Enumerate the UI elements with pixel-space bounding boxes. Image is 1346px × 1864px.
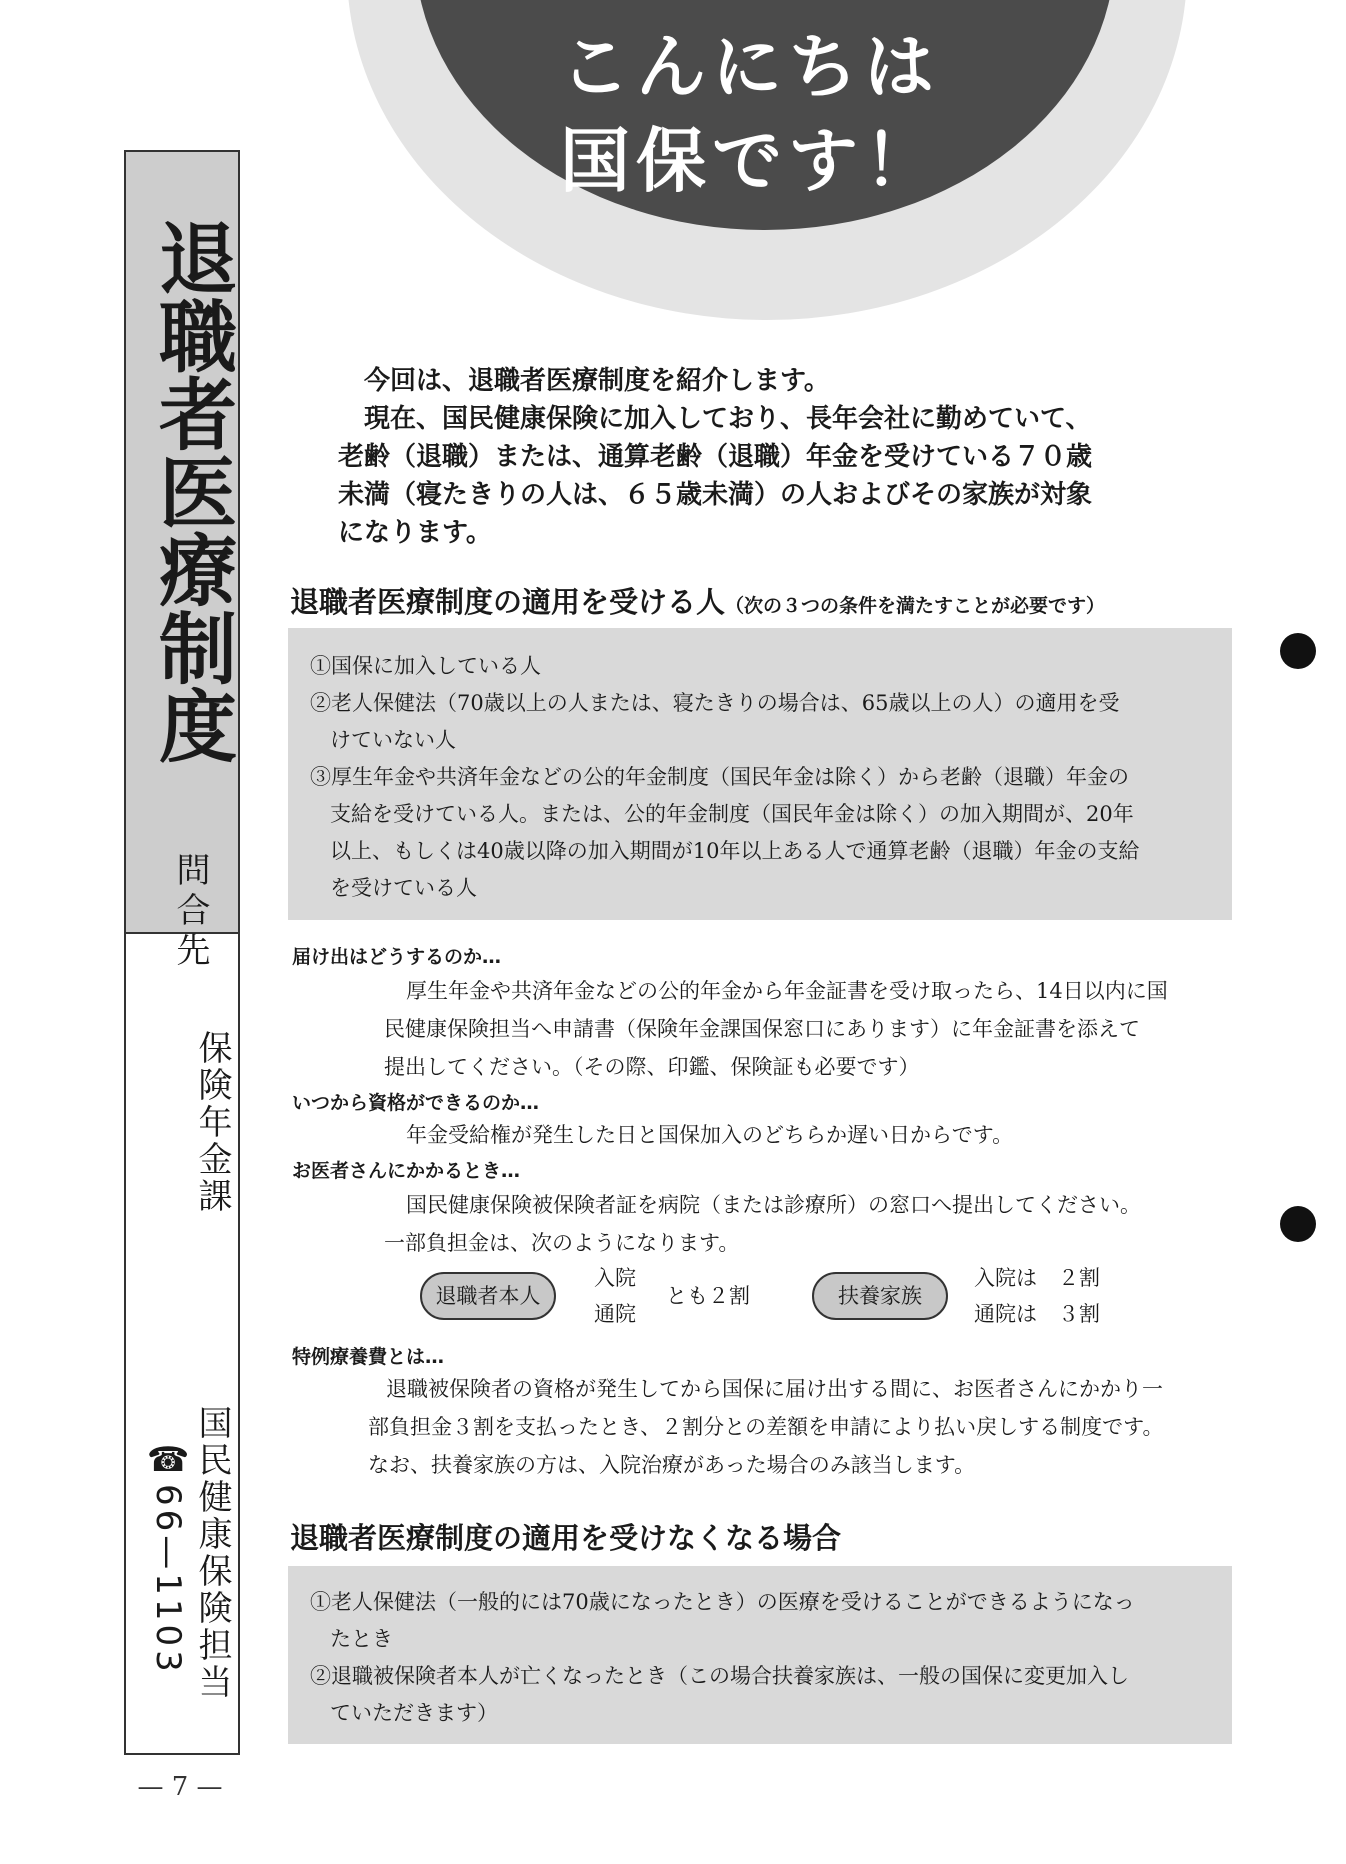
condition-line: 以上、もしくは40歳以降の加入期間が10年以上ある人で通算老齢（退職）年金の支給	[330, 839, 1140, 863]
qa-line: 一部負担金は、次のようになります。	[384, 1231, 740, 1255]
special-heading: 特例療養費とは…	[292, 1346, 445, 1368]
special-body	[368, 1370, 1236, 1484]
qa-heading-eligibility: いつから資格ができるのか…	[292, 1092, 540, 1114]
header-title	[470, 20, 1030, 208]
qa-line: 厚生年金や共済年金などの公的年金から年金証書を受け取ったら、14日以内に国	[406, 979, 1168, 1003]
qa-heading-filing: 届け出はどうするのか…	[292, 946, 502, 968]
condition-line: ①老人保健法（一般的には70歳になったとき）の医療を受けることができるようになっ	[310, 1590, 1135, 1614]
condition-line: たとき	[330, 1627, 393, 1651]
qa-line: 民健康保険担当へ申請書（保険年金課国保窓口にあります）に年金証書を添えて	[384, 1017, 1140, 1041]
intro-line: になります。	[338, 518, 492, 548]
retiree-outpatient-label: 通院	[594, 1302, 636, 1326]
binder-hole	[1280, 633, 1316, 669]
header-title-line2: 国保です！	[560, 120, 940, 202]
condition-line: けていない人	[330, 728, 456, 752]
intro-line: 今回は、退職者医療制度を紹介します。	[364, 366, 830, 396]
retiree-inpatient-label: 入院	[594, 1266, 636, 1290]
page-number: — 7 —	[137, 1772, 223, 1802]
dependent-badge: 扶養家族	[812, 1272, 948, 1320]
qa-heading-doctor: お医者さんにかかるとき…	[292, 1160, 521, 1182]
section2-heading: 退職者医療制度の適用を受けなくなる場合	[290, 1521, 842, 1555]
intro-line: 未満（寝たきりの人は、６５歳未満）の人およびその家族が対象	[338, 480, 1093, 510]
section1-title: 退職者医療制度の適用を受ける人	[290, 585, 726, 619]
retiree-badge: 退職者本人	[420, 1272, 556, 1320]
contact-phone: ☎66—1103	[148, 1440, 188, 1676]
sidebar-title-panel	[126, 152, 238, 934]
binder-hole	[1280, 1206, 1316, 1242]
dependent-outpatient-rate: 通院は ３割	[974, 1302, 1100, 1326]
condition-line: ②退職被保険者本人が亡くなったとき（この場合扶養家族は、一般の国保に変更加入し	[310, 1664, 1129, 1688]
qa-body-eligibility	[406, 1116, 1266, 1154]
condition-line: 支給を受けている人。または、公的年金制度（国民年金は除く）の加入期間が、20年	[330, 802, 1134, 826]
qa-line: 国民健康保険被保険者証を病院（または診療所）の窓口へ提出してください。	[406, 1193, 1141, 1217]
condition-line: を受けている人	[330, 876, 477, 900]
special-line: 部負担金３割を支払ったとき、２割分との差額を申請により払い戻しする制度です。	[368, 1415, 1164, 1439]
sidebar-title: 退職者医療制度	[146, 218, 237, 764]
condition-line: ②老人保健法（70歳以上の人または、寝たきりの場合は、65歳以上の人）の適用を受	[310, 691, 1120, 715]
section1-subtitle: （次の３つの条件を満たすことが必要です）	[725, 595, 1106, 617]
retiree-rate: とも２割	[666, 1284, 750, 1308]
intro-text	[338, 362, 1138, 552]
qa-line: 提出してください。（その際、印鑑、保険証も必要です）	[384, 1055, 920, 1079]
condition-line: ③厚生年金や共済年金などの公的年金制度（国民年金は除く）から老齢（退職）年金の	[310, 765, 1129, 789]
condition-line: ていただきます）	[330, 1701, 498, 1725]
section1-heading	[290, 580, 1105, 621]
contact-label: 問合先	[170, 852, 210, 972]
dependent-inpatient-rate: 入院は ２割	[974, 1266, 1100, 1290]
special-line: なお、扶養家族の方は、入院治療があった場合のみ該当します。	[368, 1453, 976, 1477]
special-line: 退職被保険者の資格が発生してから国保に届け出する間に、お医者さんにかかり一	[386, 1377, 1163, 1401]
qa-body-filing	[384, 972, 1236, 1086]
contact-department: 保険年金課	[192, 1030, 232, 1215]
qa-line: 年金受給権が発生した日と国保加入のどちらか遅い日からです。	[406, 1123, 1014, 1147]
header-title-line1: こんにちは	[560, 26, 940, 108]
section2-conditions-box	[288, 1566, 1232, 1744]
intro-line: 現在、国民健康保険に加入しており、長年会社に勤めていて、	[364, 404, 1092, 434]
qa-body-doctor	[384, 1186, 1266, 1262]
condition-line: ①国保に加入している人	[310, 654, 541, 678]
contact-office: 国民健康保険担当	[192, 1405, 232, 1701]
intro-line: 老齢（退職）または、通算老齢（退職）年金を受けている７０歳	[338, 442, 1093, 472]
section1-conditions-box	[288, 628, 1232, 920]
